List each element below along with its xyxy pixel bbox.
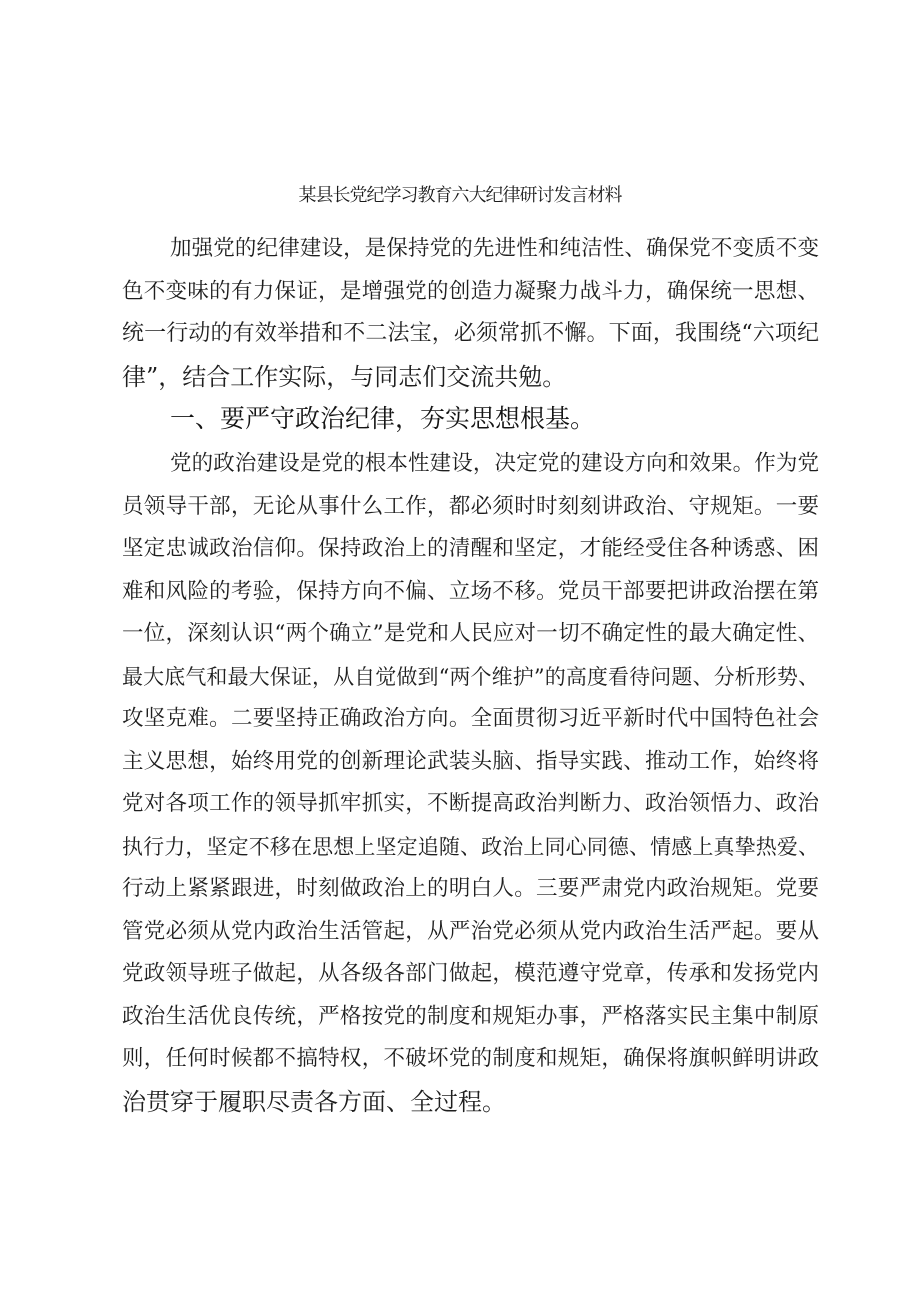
- paragraph-line: 党政领导班子做起，从各级各部门做起，模范遵守党章，传承和发扬党内: [122, 961, 819, 986]
- paragraph-line: 执行力，坚定不移在思想上坚定追随、政治上同心同德、情感上真挚热爱、: [122, 834, 819, 859]
- paragraph-line: 政治生活优良传统，严格按党的制度和规矩办事，严格落实民主集中制原: [122, 1003, 819, 1029]
- paragraph-line: 加强党的纪律建设，是保持党的先进性和纯洁性、确保党不变质不变: [170, 236, 819, 261]
- paragraph-line: 最大底气和最大保证，从自觉做到“两个维护”的高度看待问题、分析形势、: [122, 664, 819, 689]
- section-heading: 一、要严守政治纪律，夯实思想根基。: [170, 404, 596, 433]
- paragraph-line: 党的政治建设是党的根本性建设，决定党的建设方向和效果。作为党: [170, 451, 819, 476]
- paragraph-line: 管党必须从党内政治生活管起，从严治党必须从党内政治生活严起。要从: [122, 918, 819, 944]
- paragraph-line: 一位，深刻认识“两个确立”是党和人民应对一切不确定性的最大确定性、: [122, 621, 819, 646]
- section-paragraph: [122, 443, 819, 1123]
- paragraph-line: 行动上紧紧跟进，时刻做政治上的明白人。三要严肃党内政治规矩。党要: [122, 876, 819, 901]
- paragraph-line: 统一行动的有效举措和不二法宝，必须常抓不懈。下面，我围绕“六项纪: [122, 321, 819, 346]
- document-title: 某县长党纪学习教育六大纪律研讨发言材料: [298, 185, 622, 206]
- intro-paragraph: [122, 228, 819, 398]
- paragraph-line: 员领导干部，无论从事什么工作，都必须时时刻刻讲政治、守规矩。一要: [122, 493, 819, 519]
- paragraph-line: 主义思想，始终用党的创新理论武装头脑、指导实践、推动工作，始终将: [122, 748, 819, 774]
- paragraph-line: 色不变味的有力保证，是增强党的创造力凝聚力战斗力，确保统一思想、: [122, 278, 819, 304]
- paragraph-line: 党对各项工作的领导抓牢抓实，不断提高政治判断力、政治领悟力、政治: [122, 791, 819, 816]
- paragraph-line: 难和风险的考验，保持方向不偏、立场不移。党员干部要把讲政治摆在第: [122, 578, 819, 604]
- paragraph-line: 治贯穿于履职尽责各方面、全过程。: [122, 1087, 506, 1116]
- paragraph-line: 坚定忠诚政治信仰。保持政治上的清醒和坚定，才能经受住各种诱惑、困: [122, 536, 819, 561]
- paragraph-line: 攻坚克难。二要坚持正确政治方向。全面贯彻习近平新时代中国特色社会: [122, 706, 819, 731]
- paragraph-line: 则，任何时候都不搞特权，不破坏党的制度和规矩，确保将旗帜鲜明讲政: [122, 1046, 819, 1071]
- paragraph-line: 律”，结合工作实际，与同志们交流共勉。: [122, 362, 567, 391]
